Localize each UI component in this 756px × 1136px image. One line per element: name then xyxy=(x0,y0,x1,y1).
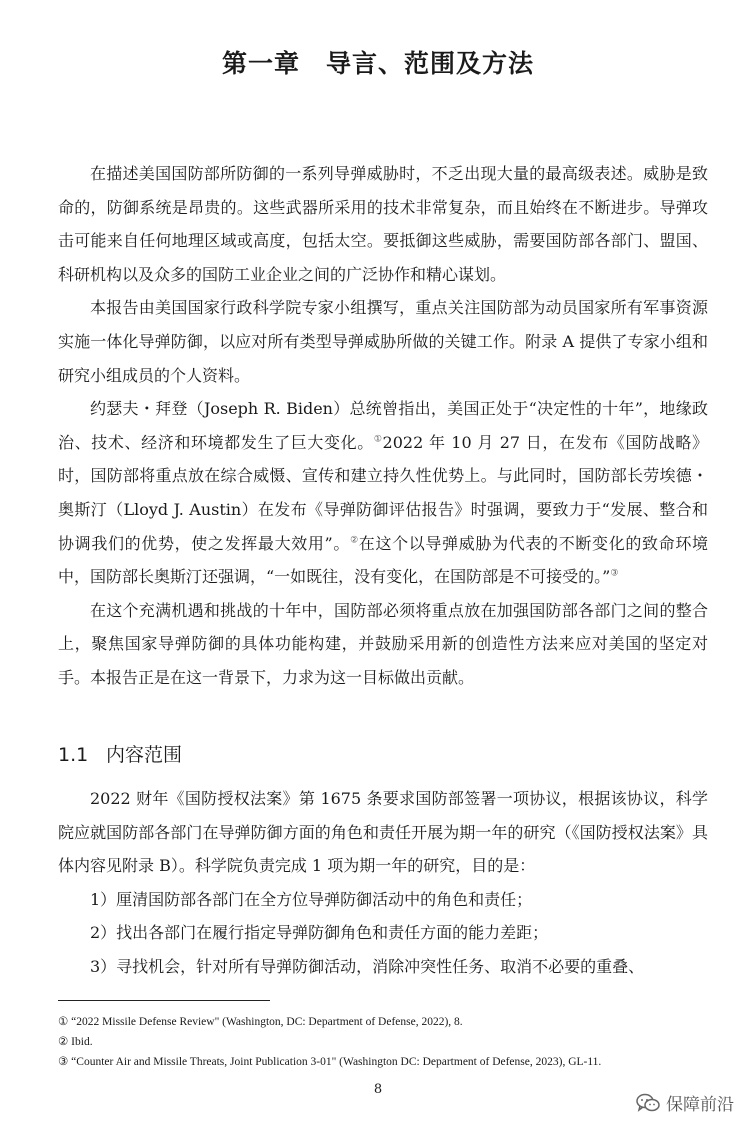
intro-body-text xyxy=(58,157,708,695)
section-number: 1.1 xyxy=(58,744,89,766)
footnote-item: ③ “Counter Air and Missile Threats, Joint Publication 3-01" (Washington DC: Department of Defense, 2023), GL-11. xyxy=(58,1056,602,1068)
paragraph xyxy=(58,782,708,883)
paragraph-text: 在这个充满机遇和挑战的十年中，国防部必须将重点放在加强国防部各部门之间的整合上，聚焦国家导弹防御的具体功能构建，并鼓励采用新的创造性方法来应对美国的坚定对手。本报告正是在这一背景下，力求为这一目标做出贡献。 xyxy=(58,600,708,687)
chapter-number-label: 第一章 xyxy=(221,49,300,78)
page-number: 8 xyxy=(373,1082,383,1097)
paragraph-text: 约瑟夫・拜登（Joseph R. Biden）总统曾指出，美国正处于“决定性的十年”，地缘政治、技术、经济和环境都发生了巨大变化。 xyxy=(58,399,708,452)
paragraph xyxy=(58,916,708,950)
paragraph-text: 在这个以导弹威胁为代表的不断变化的致命环境中，国防部长奥斯汀还强调，“一如既往，没有变化，在国防部是不可接受的。” xyxy=(58,533,708,587)
scope-body-text xyxy=(58,782,708,984)
section-heading xyxy=(58,738,182,772)
paragraph xyxy=(58,392,708,594)
paragraph xyxy=(58,594,708,695)
footnote-reference: ① xyxy=(373,434,383,445)
chapter-title-text: 导言、范围及方法 xyxy=(326,49,535,78)
paragraph-text: 3）寻找机会，针对所有导弹防御活动，消除冲突性任务、取消不必要的重叠、 xyxy=(90,956,645,976)
paragraph-text: 1）厘清国防部各部门在全方位导弹防御活动中的角色和责任； xyxy=(90,889,533,909)
footnote-divider xyxy=(58,1000,270,1001)
paragraph-text: 2022 财年《国防授权法案》第 1675 条要求国防部签署一项协议，根据该协议，科学院应就国防部各部门在导弹防御方面的角色和责任开展为期一年的研究（《国防授权法案》具体内容见附录 B）。科学院负责完成 1 项为期一年的研究，目的是： xyxy=(58,789,708,876)
paragraph xyxy=(58,291,708,392)
paragraph xyxy=(58,950,708,984)
paragraph-text: 2）找出各部门在履行指定导弹防御角色和责任方面的能力差距； xyxy=(90,923,549,943)
paragraph-text: 在描述美国国防部所防御的一系列导弹威胁时，不乏出现大量的最高级表述。威胁是致命的，防御系统是昂贵的。这些武器所采用的技术非常复杂，而且始终在不断进步。导弹攻击可能来自任何地理区域或高度，包括太空。要抵御这些威胁，需要国防部各部门、盟国、科研机构以及众多的国防工业企业之间的广泛协作和精心谋划。 xyxy=(58,164,708,284)
footnote-item: ① “2022 Missile Defense Review" (Washington, DC: Department of Defense, 2022), 8. xyxy=(58,1016,463,1028)
paragraph-text: 本报告由美国国家行政科学院专家小组撰写，重点关注国防部为动员国家所有军事资源实施一体化导弹防御，以应对所有类型导弹威胁所做的关键工作。附录 A 提供了专家小组和研究小组成员的个人资料。 xyxy=(58,298,708,385)
watermark-text: 保障前沿 xyxy=(666,1095,734,1115)
section-title: 内容范围 xyxy=(106,744,183,766)
paragraph xyxy=(58,157,708,291)
chapter-title xyxy=(0,44,756,80)
watermark xyxy=(636,1090,734,1115)
wechat-icon xyxy=(636,1093,660,1113)
footnote-reference: ② xyxy=(350,535,359,546)
paragraph-text: 2022 年 10 月 27 日，在发布《国防战略》时，国防部将重点放在综合威慑、宣传和建立持久性优势上。与此同时，国防部长劳埃德・奥斯汀（Lloyd J. Austin）在发布《导弹防御评估报告》时强调，要致力于“发展、整合和协调我们的优势，使之发挥最大效用”。 xyxy=(58,432,708,553)
footnotes-list xyxy=(58,1012,718,1072)
footnote-reference: ③ xyxy=(610,568,619,579)
paragraph xyxy=(58,883,708,917)
footnote-item: ② Ibid. xyxy=(58,1036,93,1048)
